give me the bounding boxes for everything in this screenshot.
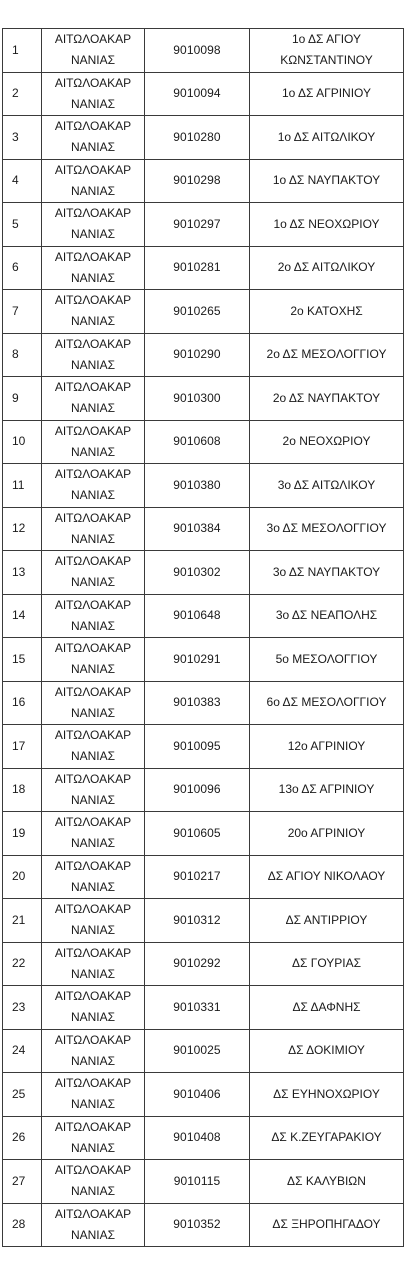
school-code-cell: 9010297 xyxy=(145,203,250,247)
region-text-line: ΝΑΝΙΑΣ xyxy=(70,227,116,242)
region-text-line: ΑΙΤΩΛΟΑΚΑΡ xyxy=(54,162,132,177)
region-cell xyxy=(42,986,145,1030)
school-name-line: 1ο ΔΣ ΑΙΤΩΛΙΚΟΥ xyxy=(277,129,376,144)
school-name-cell xyxy=(250,507,404,551)
school-name-line: ΔΣ ΑΓΙΟΥ ΝΙΚΟΛΑΟΥ xyxy=(267,869,386,884)
region-text-line: ΑΙΤΩΛΟΑΚΑΡ xyxy=(54,684,132,699)
school-code-cell: 9010265 xyxy=(145,290,250,334)
school-code-cell: 9010217 xyxy=(145,855,250,899)
school-name-cell xyxy=(250,638,404,682)
row-number-cell: 9 xyxy=(3,377,42,421)
region-cell xyxy=(42,464,145,508)
table-row xyxy=(3,377,404,421)
region-text-line: ΝΑΝΙΑΣ xyxy=(70,96,116,111)
school-code-cell: 9010302 xyxy=(145,551,250,595)
school-code-cell: 9010383 xyxy=(145,681,250,725)
school-name-line: 2ο ΔΣ ΑΙΤΩΛΙΚΟΥ xyxy=(277,260,376,275)
region-cell xyxy=(42,420,145,464)
table-row xyxy=(3,551,404,595)
region-cell xyxy=(42,812,145,856)
table-row xyxy=(3,116,404,160)
region-text-line: ΑΙΤΩΛΟΑΚΑΡ xyxy=(54,902,132,917)
school-name-line: ΔΣ ΑΝΤΙΡΡΙΟΥ xyxy=(285,912,368,927)
region-cell xyxy=(42,29,145,73)
table-row xyxy=(3,72,404,116)
table-row xyxy=(3,899,404,943)
region-text-line: ΝΑΝΙΑΣ xyxy=(70,749,116,764)
table-row xyxy=(3,507,404,551)
table-row xyxy=(3,594,404,638)
region-cell xyxy=(42,681,145,725)
region-text-line: ΝΑΝΙΑΣ xyxy=(70,966,116,981)
region-text-line: ΑΙΤΩΛΟΑΚΑΡ xyxy=(54,32,132,47)
region-text-line: ΝΑΝΙΑΣ xyxy=(70,53,116,68)
row-number-cell: 15 xyxy=(3,638,42,682)
school-code-cell: 9010406 xyxy=(145,1073,250,1117)
row-number-cell: 11 xyxy=(3,464,42,508)
school-name-line: 12ο ΑΓΡΙΝΙΟΥ xyxy=(287,738,366,753)
school-code-cell: 9010096 xyxy=(145,768,250,812)
region-cell xyxy=(42,203,145,247)
table-row xyxy=(3,638,404,682)
region-text-line: ΝΑΝΙΑΣ xyxy=(70,531,116,546)
table-row xyxy=(3,681,404,725)
school-name-cell xyxy=(250,681,404,725)
row-number-cell: 23 xyxy=(3,986,42,1030)
school-name-cell xyxy=(250,420,404,464)
school-name-line: ΔΣ ΞΗΡΟΠΗΓΑΔΟΥ xyxy=(272,1217,381,1232)
school-name-line: ΔΣ ΔΟΚΙΜΙΟΥ xyxy=(288,1043,365,1058)
schools-table-body xyxy=(3,29,404,1247)
school-name-cell xyxy=(250,246,404,290)
school-name-cell xyxy=(250,594,404,638)
region-cell xyxy=(42,1029,145,1073)
region-text-line: ΑΙΤΩΛΟΑΚΑΡ xyxy=(54,380,132,395)
region-cell xyxy=(42,942,145,986)
table-row xyxy=(3,1029,404,1073)
region-text-line: ΑΙΤΩΛΟΑΚΑΡ xyxy=(54,75,132,90)
region-cell xyxy=(42,638,145,682)
row-number-cell: 18 xyxy=(3,768,42,812)
region-cell xyxy=(42,899,145,943)
region-cell xyxy=(42,1203,145,1247)
row-number-cell: 10 xyxy=(3,420,42,464)
school-name-cell xyxy=(250,1073,404,1117)
school-code-cell: 9010331 xyxy=(145,986,250,1030)
table-row xyxy=(3,942,404,986)
row-number-cell: 28 xyxy=(3,1203,42,1247)
school-code-cell: 9010298 xyxy=(145,159,250,203)
school-code-cell: 9010608 xyxy=(145,420,250,464)
table-row xyxy=(3,246,404,290)
region-text-line: ΝΑΝΙΑΣ xyxy=(70,618,116,633)
region-text-line: ΝΑΝΙΑΣ xyxy=(70,1097,116,1112)
region-text-line: ΑΙΤΩΛΟΑΚΑΡ xyxy=(54,728,132,743)
region-text-line: ΝΑΝΙΑΣ xyxy=(70,1227,116,1242)
region-text-line: ΝΑΝΙΑΣ xyxy=(70,1053,116,1068)
region-text-line: ΝΑΝΙΑΣ xyxy=(70,183,116,198)
school-name-cell xyxy=(250,551,404,595)
table-row xyxy=(3,812,404,856)
school-code-cell: 9010291 xyxy=(145,638,250,682)
region-text-line: ΑΙΤΩΛΟΑΚΑΡ xyxy=(54,597,132,612)
school-name-cell xyxy=(250,203,404,247)
table-row xyxy=(3,1160,404,1204)
school-name-cell xyxy=(250,1203,404,1247)
school-name-cell xyxy=(250,768,404,812)
region-text-line: ΝΑΝΙΑΣ xyxy=(70,575,116,590)
school-name-line: ΔΣ ΕΥΗΝΟΧΩΡΙΟΥ xyxy=(273,1086,380,1101)
region-cell xyxy=(42,333,145,377)
row-number-cell: 20 xyxy=(3,855,42,899)
row-number-cell: 27 xyxy=(3,1160,42,1204)
school-name-line: 2ο ΔΣ ΝΑΥΠΑΚΤΟΥ xyxy=(272,390,381,405)
school-name-line: ΚΩΝΣΤΑΝΤΙΝΟΥ xyxy=(280,53,373,68)
school-code-cell: 9010280 xyxy=(145,116,250,160)
region-cell xyxy=(42,377,145,421)
school-code-cell: 9010352 xyxy=(145,1203,250,1247)
region-text-line: ΑΙΤΩΛΟΑΚΑΡ xyxy=(54,771,132,786)
region-text-line: ΑΙΤΩΛΟΑΚΑΡ xyxy=(54,641,132,656)
school-name-cell xyxy=(250,855,404,899)
row-number-cell: 19 xyxy=(3,812,42,856)
row-number-cell: 24 xyxy=(3,1029,42,1073)
row-number-cell: 5 xyxy=(3,203,42,247)
school-name-cell xyxy=(250,377,404,421)
region-text-line: ΝΑΝΙΑΣ xyxy=(70,444,116,459)
region-cell xyxy=(42,855,145,899)
region-cell xyxy=(42,768,145,812)
region-text-line: ΝΑΝΙΑΣ xyxy=(70,836,116,851)
region-text-line: ΝΑΝΙΑΣ xyxy=(70,140,116,155)
school-code-cell: 9010098 xyxy=(145,29,250,73)
region-cell xyxy=(42,594,145,638)
region-text-line: ΝΑΝΙΑΣ xyxy=(70,879,116,894)
row-number-cell: 6 xyxy=(3,246,42,290)
region-text-line: ΝΑΝΙΑΣ xyxy=(70,662,116,677)
region-text-line: ΝΑΝΙΑΣ xyxy=(70,1010,116,1025)
school-name-cell xyxy=(250,725,404,769)
school-code-cell: 9010648 xyxy=(145,594,250,638)
region-text-line: ΑΙΤΩΛΟΑΚΑΡ xyxy=(54,1032,132,1047)
row-number-cell: 3 xyxy=(3,116,42,160)
row-number-cell: 21 xyxy=(3,899,42,943)
school-name-line: 3ο ΔΣ ΑΙΤΩΛΙΚΟΥ xyxy=(277,477,376,492)
region-text-line: ΑΙΤΩΛΟΑΚΑΡ xyxy=(54,423,132,438)
school-name-cell xyxy=(250,290,404,334)
school-name-cell xyxy=(250,899,404,943)
region-text-line: ΑΙΤΩΛΟΑΚΑΡ xyxy=(54,989,132,1004)
region-text-line: ΝΑΝΙΑΣ xyxy=(70,270,116,285)
school-name-cell xyxy=(250,72,404,116)
school-name-cell xyxy=(250,942,404,986)
region-text-line: ΑΙΤΩΛΟΑΚΑΡ xyxy=(54,945,132,960)
school-code-cell: 9010312 xyxy=(145,899,250,943)
row-number-cell: 22 xyxy=(3,942,42,986)
school-name-cell xyxy=(250,116,404,160)
school-name-cell xyxy=(250,986,404,1030)
school-code-cell: 9010025 xyxy=(145,1029,250,1073)
table-row xyxy=(3,768,404,812)
table-row xyxy=(3,420,404,464)
region-cell xyxy=(42,507,145,551)
school-name-cell xyxy=(250,1160,404,1204)
region-text-line: ΑΙΤΩΛΟΑΚΑΡ xyxy=(54,1206,132,1221)
region-text-line: ΑΙΤΩΛΟΑΚΑΡ xyxy=(54,336,132,351)
school-name-cell xyxy=(250,29,404,73)
row-number-cell: 13 xyxy=(3,551,42,595)
school-code-cell: 9010095 xyxy=(145,725,250,769)
row-number-cell: 12 xyxy=(3,507,42,551)
school-name-cell xyxy=(250,333,404,377)
school-name-line: ΔΣ ΚΑΛΥΒΙΩΝ xyxy=(287,1173,366,1188)
table-row xyxy=(3,159,404,203)
school-code-cell: 9010300 xyxy=(145,377,250,421)
school-name-cell xyxy=(250,464,404,508)
school-name-line: 6ο ΔΣ ΜΕΣΟΛΟΓΓΙΟΥ xyxy=(266,695,387,710)
school-code-cell: 9010292 xyxy=(145,942,250,986)
school-name-line: 3ο ΔΣ ΜΕΣΟΛΟΓΓΙΟΥ xyxy=(266,521,387,536)
region-text-line: ΝΑΝΙΑΣ xyxy=(70,923,116,938)
region-text-line: ΝΑΝΙΑΣ xyxy=(70,357,116,372)
region-cell xyxy=(42,246,145,290)
table-row xyxy=(3,1116,404,1160)
region-text-line: ΑΙΤΩΛΟΑΚΑΡ xyxy=(54,206,132,221)
table-row xyxy=(3,1073,404,1117)
school-name-line: 2ο ΚΑΤΟΧΗΣ xyxy=(290,303,363,318)
school-name-line: 1ο ΔΣ ΑΓΙΟΥ xyxy=(291,32,362,47)
region-text-line: ΝΑΝΙΑΣ xyxy=(70,488,116,503)
region-cell xyxy=(42,1160,145,1204)
region-cell xyxy=(42,116,145,160)
region-text-line: ΑΙΤΩΛΟΑΚΑΡ xyxy=(54,858,132,873)
school-name-cell xyxy=(250,1029,404,1073)
school-name-line: ΔΣ ΔΑΦΝΗΣ xyxy=(292,999,361,1014)
table-row xyxy=(3,203,404,247)
region-text-line: ΝΑΝΙΑΣ xyxy=(70,705,116,720)
table-row xyxy=(3,986,404,1030)
row-number-cell: 1 xyxy=(3,29,42,73)
school-code-cell: 9010115 xyxy=(145,1160,250,1204)
school-code-cell: 9010384 xyxy=(145,507,250,551)
region-text-line: ΑΙΤΩΛΟΑΚΑΡ xyxy=(54,815,132,830)
row-number-cell: 25 xyxy=(3,1073,42,1117)
region-text-line: ΑΙΤΩΛΟΑΚΑΡ xyxy=(54,1076,132,1091)
region-cell xyxy=(42,159,145,203)
school-code-cell: 9010281 xyxy=(145,246,250,290)
table-row xyxy=(3,725,404,769)
table-row xyxy=(3,855,404,899)
row-number-cell: 14 xyxy=(3,594,42,638)
region-cell xyxy=(42,725,145,769)
region-cell xyxy=(42,290,145,334)
region-text-line: ΝΑΝΙΑΣ xyxy=(70,1184,116,1199)
school-code-cell: 9010605 xyxy=(145,812,250,856)
school-code-cell: 9010094 xyxy=(145,72,250,116)
region-cell xyxy=(42,1073,145,1117)
region-text-line: ΑΙΤΩΛΟΑΚΑΡ xyxy=(54,1163,132,1178)
school-name-line: 3ο ΔΣ ΝΑΥΠΑΚΤΟΥ xyxy=(272,564,381,579)
region-text-line: ΝΑΝΙΑΣ xyxy=(70,314,116,329)
school-name-line: 2ο ΝΕΟΧΩΡΙΟΥ xyxy=(282,434,371,449)
region-cell xyxy=(42,72,145,116)
school-name-line: ΔΣ ΓΟΥΡΙΑΣ xyxy=(291,956,362,971)
school-name-line: 2ο ΔΣ ΜΕΣΟΛΟΓΓΙΟΥ xyxy=(266,347,387,362)
table-row xyxy=(3,333,404,377)
school-name-line: 1ο ΔΣ ΑΓΡΙΝΙΟΥ xyxy=(281,86,372,101)
school-code-cell: 9010408 xyxy=(145,1116,250,1160)
row-number-cell: 17 xyxy=(3,725,42,769)
school-code-cell: 9010380 xyxy=(145,464,250,508)
region-text-line: ΑΙΤΩΛΟΑΚΑΡ xyxy=(54,554,132,569)
school-name-line: 13ο ΔΣ ΑΓΡΙΝΙΟΥ xyxy=(278,782,375,797)
region-cell xyxy=(42,551,145,595)
school-name-cell xyxy=(250,1116,404,1160)
region-text-line: ΑΙΤΩΛΟΑΚΑΡ xyxy=(54,249,132,264)
region-text-line: ΝΑΝΙΑΣ xyxy=(70,792,116,807)
region-text-line: ΑΙΤΩΛΟΑΚΑΡ xyxy=(54,1119,132,1134)
school-name-line: 3ο ΔΣ ΝΕΑΠΟΛΗΣ xyxy=(275,608,378,623)
school-name-line: 1ο ΔΣ ΝΑΥΠΑΚΤΟΥ xyxy=(272,173,381,188)
region-text-line: ΑΙΤΩΛΟΑΚΑΡ xyxy=(54,293,132,308)
school-name-line: 5ο ΜΕΣΟΛΟΓΓΙΟΥ xyxy=(275,651,378,666)
region-text-line: ΝΑΝΙΑΣ xyxy=(70,401,116,416)
school-name-line: ΔΣ Κ.ΖΕΥΓΑΡΑΚΙΟΥ xyxy=(271,1130,382,1145)
row-number-cell: 16 xyxy=(3,681,42,725)
region-cell xyxy=(42,1116,145,1160)
school-name-cell xyxy=(250,159,404,203)
school-name-line: 1ο ΔΣ ΝΕΟΧΩΡΙΟΥ xyxy=(273,216,380,231)
region-text-line: ΑΙΤΩΛΟΑΚΑΡ xyxy=(54,510,132,525)
region-text-line: ΑΙΤΩΛΟΑΚΑΡ xyxy=(54,119,132,134)
row-number-cell: 8 xyxy=(3,333,42,377)
row-number-cell: 4 xyxy=(3,159,42,203)
row-number-cell: 2 xyxy=(3,72,42,116)
table-row xyxy=(3,290,404,334)
school-name-line: 20ο ΑΓΡΙΝΙΟΥ xyxy=(287,825,366,840)
row-number-cell: 26 xyxy=(3,1116,42,1160)
table-row xyxy=(3,29,404,73)
school-code-cell: 9010290 xyxy=(145,333,250,377)
row-number-cell: 7 xyxy=(3,290,42,334)
table-row xyxy=(3,1203,404,1247)
region-text-line: ΑΙΤΩΛΟΑΚΑΡ xyxy=(54,467,132,482)
school-name-cell xyxy=(250,812,404,856)
schools-table xyxy=(2,28,404,1247)
table-row xyxy=(3,464,404,508)
region-text-line: ΝΑΝΙΑΣ xyxy=(70,1140,116,1155)
